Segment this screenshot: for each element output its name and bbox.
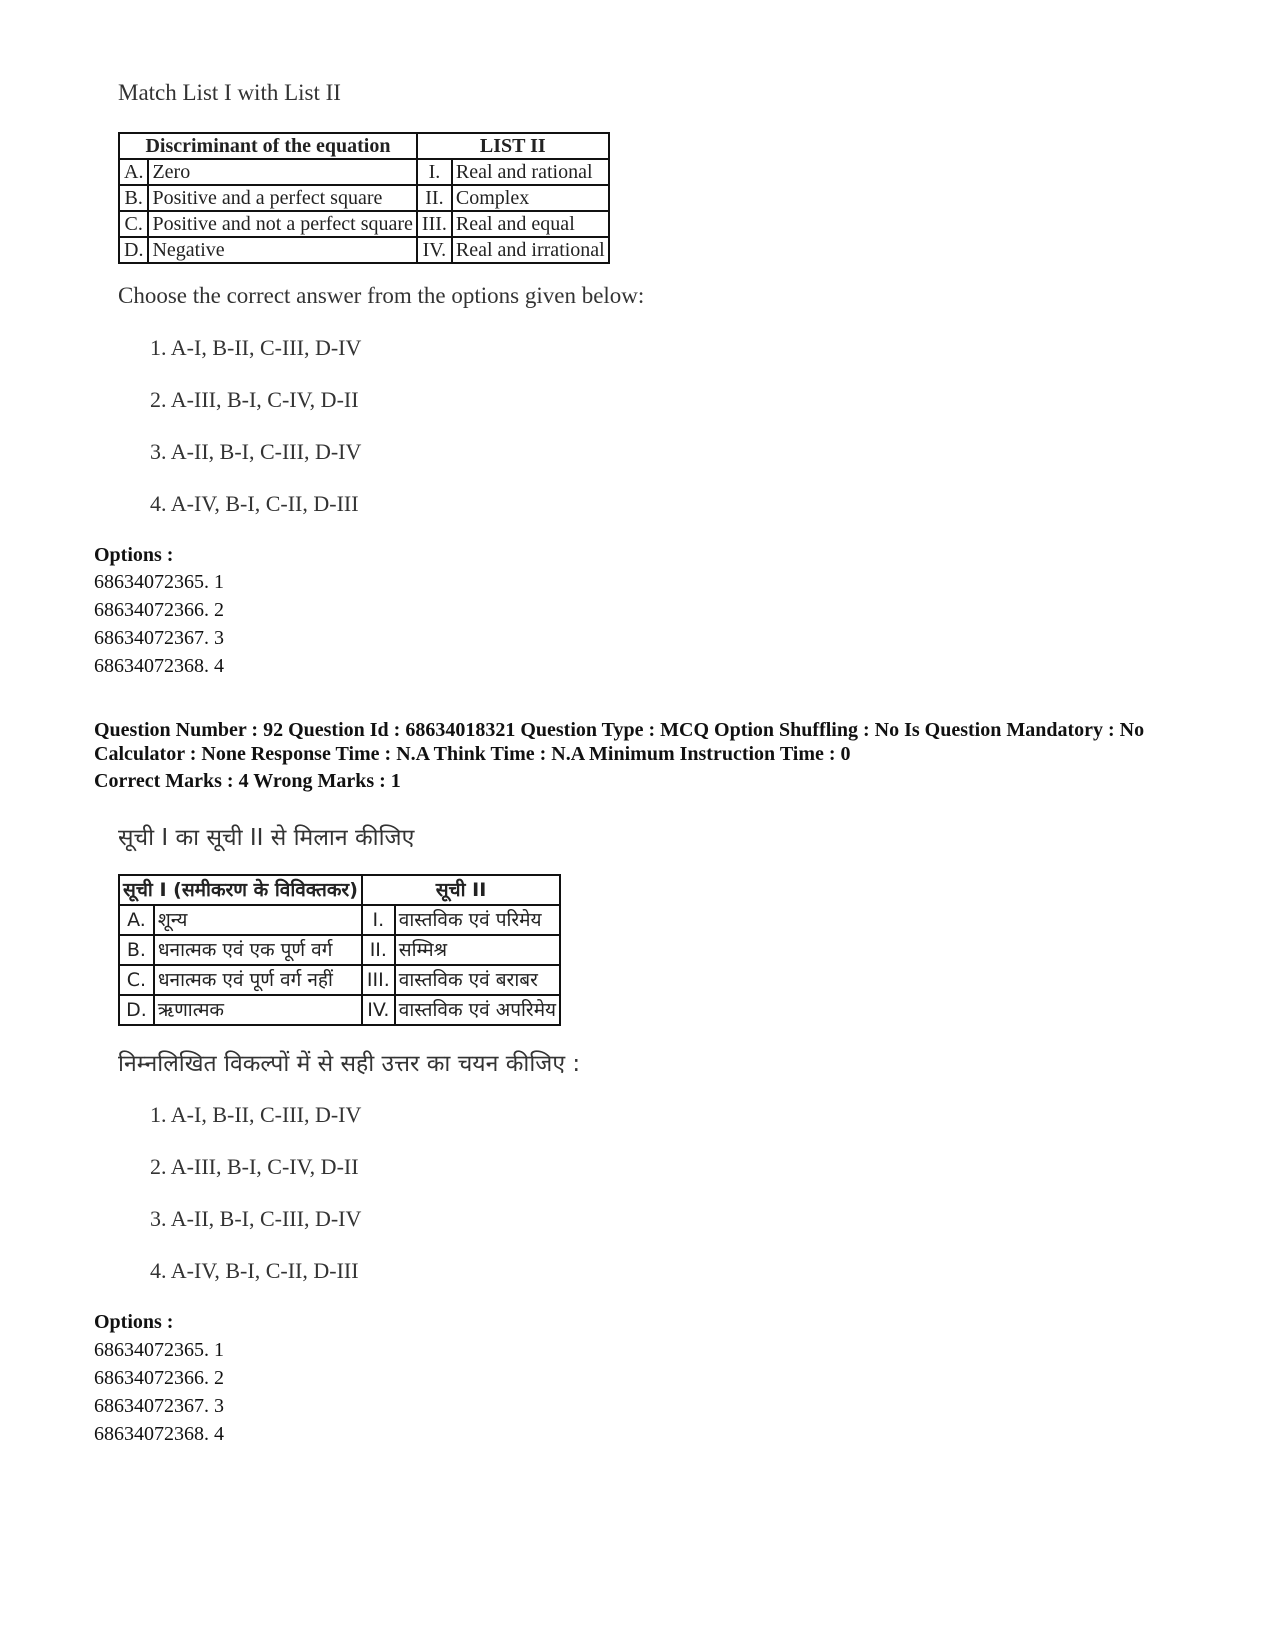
table-row — [119, 995, 560, 1025]
list-one-key: C. — [119, 965, 154, 995]
table-row — [119, 185, 609, 211]
match-table — [118, 874, 561, 1026]
list-two-item: Real and irrational — [452, 237, 609, 263]
list-two-key: III. — [417, 211, 452, 237]
list-one-item: ऋणात्मक — [154, 995, 362, 1025]
list-one-key: A. — [119, 905, 154, 935]
answer-choice: 4. A-IV, B-I, C-II, D-III — [150, 491, 359, 516]
list-one-key: B. — [119, 185, 148, 211]
option-line: 68634072365. 1 — [94, 571, 224, 593]
option-line: 68634072366. 2 — [94, 1367, 224, 1389]
list-one-item: Positive and not a perfect square — [148, 211, 416, 237]
list-two-item: वास्तविक एवं बराबर — [395, 965, 560, 995]
list-two-item: सम्मिश्र — [395, 935, 560, 965]
table-row — [119, 935, 560, 965]
list-two-header: LIST II — [417, 133, 609, 159]
list-one-header: Discriminant of the equation — [119, 133, 417, 159]
table-row — [119, 211, 609, 237]
list-one-item: Positive and a perfect square — [148, 185, 416, 211]
answer-choice: 1. A-I, B-II, C-III, D-IV — [150, 1102, 362, 1127]
question-prompt: Match List I with List II — [118, 80, 341, 105]
list-two-key: IV. — [417, 237, 452, 263]
list-one-key: D. — [119, 237, 148, 263]
list-one-item: धनात्मक एवं पूर्ण वर्ग नहीं — [154, 965, 362, 995]
list-two-header: सूची II — [362, 875, 560, 905]
list-one-key: B. — [119, 935, 154, 965]
table-row — [119, 965, 560, 995]
table-row — [119, 159, 609, 185]
list-two-key: III. — [362, 965, 395, 995]
marks-meta: Correct Marks : 4 Wrong Marks : 1 — [94, 770, 401, 792]
answer-instruction: Choose the correct answer from the options given below: — [118, 283, 645, 308]
answer-choice: 3. A-II, B-I, C-III, D-IV — [150, 439, 362, 464]
list-one-item: शून्य — [154, 905, 362, 935]
list-two-key: II. — [417, 185, 452, 211]
option-line: 68634072367. 3 — [94, 627, 224, 649]
option-line: 68634072368. 4 — [94, 1423, 224, 1445]
list-two-item: Real and equal — [452, 211, 609, 237]
table-header-row — [119, 133, 609, 159]
options-title: Options : — [94, 1311, 174, 1333]
table-header-row — [119, 875, 560, 905]
table-row — [119, 905, 560, 935]
list-one-item: Negative — [148, 237, 416, 263]
list-two-key: II. — [362, 935, 395, 965]
list-two-item: वास्तविक एवं अपरिमेय — [395, 995, 560, 1025]
answer-choice: 2. A-III, B-I, C-IV, D-II — [150, 1154, 359, 1179]
option-line: 68634072367. 3 — [94, 1395, 224, 1417]
list-one-key: D. — [119, 995, 154, 1025]
match-table — [118, 132, 610, 264]
answer-choice: 3. A-II, B-I, C-III, D-IV — [150, 1206, 362, 1231]
list-two-item: वास्तविक एवं परिमेय — [395, 905, 560, 935]
list-two-item: Complex — [452, 185, 609, 211]
table-row — [119, 237, 609, 263]
option-line: 68634072365. 1 — [94, 1339, 224, 1361]
list-two-item: Real and rational — [452, 159, 609, 185]
question-meta: Question Number : 92 Question Id : 68634018321 Question Type : MCQ Option Shuffling : No Is Question Mandatory : No Calculator : None Response Time : N.A Think Time : N.A Minimum Instruction Time : 0 — [94, 719, 1145, 765]
list-one-item: धनात्मक एवं एक पूर्ण वर्ग — [154, 935, 362, 965]
answer-choice: 2. A-III, B-I, C-IV, D-II — [150, 387, 359, 412]
option-line: 68634072368. 4 — [94, 655, 224, 677]
list-two-key: I. — [362, 905, 395, 935]
list-one-item: Zero — [148, 159, 416, 185]
options-title: Options : — [94, 544, 174, 566]
list-one-header: सूची I (समीकरण के विविक्तकर) — [119, 875, 362, 905]
question-prompt: सूची I का सूची II से मिलान कीजिए — [118, 825, 415, 851]
list-two-key: I. — [417, 159, 452, 185]
answer-choice: 1. A-I, B-II, C-III, D-IV — [150, 335, 362, 360]
answer-instruction: निम्नलिखित विकल्पों में से सही उत्तर का चयन कीजिए : — [118, 1051, 581, 1077]
list-one-key: A. — [119, 159, 148, 185]
list-two-key: IV. — [362, 995, 395, 1025]
answer-choice: 4. A-IV, B-I, C-II, D-III — [150, 1258, 359, 1283]
list-one-key: C. — [119, 211, 148, 237]
option-line: 68634072366. 2 — [94, 599, 224, 621]
